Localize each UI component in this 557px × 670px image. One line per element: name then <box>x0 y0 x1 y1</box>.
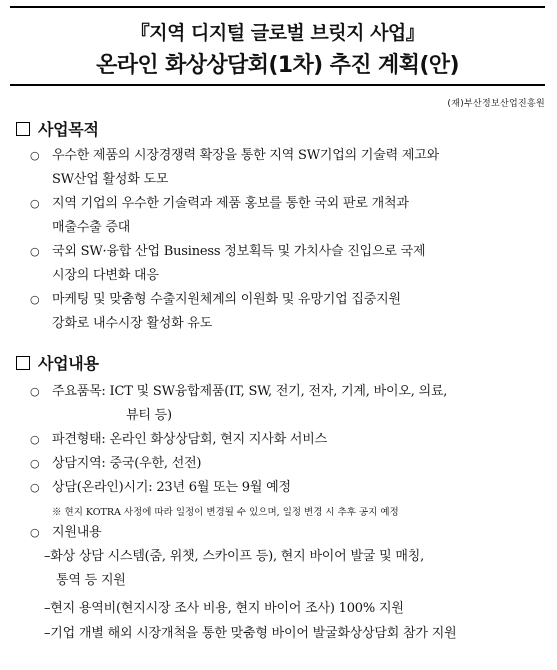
list-item-line: 주요품목: ICT 및 SW융합제품(IT, SW, 전기, 전자, 기계, 바이오, 의료, <box>52 384 448 399</box>
checkbox-square-icon <box>16 356 30 370</box>
list-item-line: 마케팅 및 맞춤형 수출지원체계의 이원화 및 유망기업 집중지원 <box>52 292 401 307</box>
list-item-line: 뷰티 등) <box>126 408 172 423</box>
title-line1: 『지역 디지털 글로벌 브릿지 사업』 <box>130 22 425 44</box>
circle-bullet-icon: ○ <box>30 526 40 539</box>
schedule-note: ※ 현지 KOTRA 사정에 따라 일정이 변경될 수 있으며, 일정 변경 시 추후 공지 예정 <box>52 507 399 518</box>
list-item-line: 파견형태: 온라인 화상상담회, 현지 지사화 서비스 <box>52 432 327 447</box>
list-item-line: 시장의 다변화 대응 <box>52 268 159 283</box>
circle-bullet-icon: ○ <box>30 149 40 162</box>
list-item-line: 우수한 제품의 시장경쟁력 확장을 통한 지역 SW기업의 기술력 제고와 <box>52 148 439 163</box>
support-item: –기업 개별 해외 시장개척을 통한 맞춤형 바이어 발굴화상상담회 참가 지원 <box>44 626 457 641</box>
support-item: –현지 용역비(현지시장 조사 비용, 현지 바이어 조사) 100% 지원 <box>44 601 404 616</box>
circle-bullet-icon: ○ <box>30 385 40 398</box>
title-box <box>10 6 545 86</box>
list-item-line: 지원내용 <box>52 525 102 540</box>
circle-bullet-icon: ○ <box>30 481 40 494</box>
list-item-line: 지역 기업의 우수한 기술력과 제품 홍보를 통한 국외 판로 개척과 <box>52 196 409 211</box>
support-item-line: 통역 등 지원 <box>56 573 126 588</box>
circle-bullet-icon: ○ <box>30 197 40 210</box>
checkbox-square-icon <box>16 122 30 136</box>
list-item-line: 국외 SW·융합 산업 Business 정보획득 및 가치사슬 진입으로 국제 <box>52 244 426 259</box>
organization-name: (재)부산정보산업진흥원 <box>447 99 545 109</box>
circle-bullet-icon: ○ <box>30 245 40 258</box>
list-item-line: 상담지역: 중국(우한, 선전) <box>52 456 202 471</box>
page-title: 온라인 화상상담회(1차) 추진 계획(안) <box>96 53 459 78</box>
section-heading-content <box>16 351 99 374</box>
section-heading-label: 사업목적 <box>38 120 99 139</box>
circle-bullet-icon: ○ <box>30 293 40 306</box>
section-heading-label: 사업내용 <box>38 354 99 373</box>
list-item-line: 강화로 내수시장 활성화 유도 <box>52 316 213 331</box>
circle-bullet-icon: ○ <box>30 457 40 470</box>
list-item-line: 상담(온라인)시기: 23년 6월 또는 9월 예정 <box>52 480 291 495</box>
circle-bullet-icon: ○ <box>30 433 40 446</box>
list-item-line: SW산업 활성화 도모 <box>52 172 169 187</box>
list-item-line: 매출수출 증대 <box>52 220 131 235</box>
support-item-line: –화상 상담 시스템(줌, 위챗, 스카이프 등), 현지 바이어 발굴 및 매칭, <box>44 549 425 564</box>
section-heading-purpose <box>16 117 99 140</box>
